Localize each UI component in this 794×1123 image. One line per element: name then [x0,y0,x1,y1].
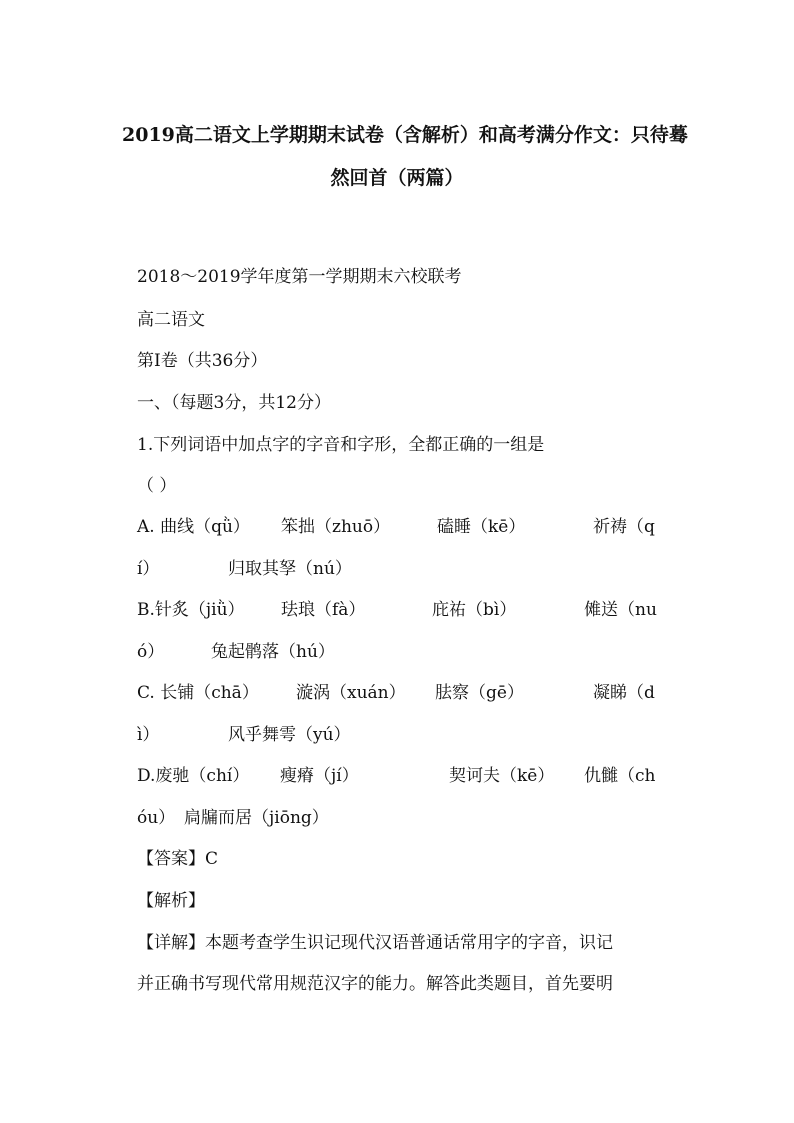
section-label: 一、（每题3分，共12分） [137,393,331,413]
answer-line: 【答案】C [137,849,219,869]
option-c-item1: C. 长铺（chā） [137,683,259,703]
option-b-item5: 兔起鹘落（hú） [211,642,335,662]
option-c-item3: 胠察（gē） [435,683,524,703]
option-b-item2: 珐琅（fà） [281,600,366,620]
detail-line-2: 并正确书写现代常用规范汉字的能力。解答此类题目，首先要明 [137,974,613,994]
option-d-item3: 契诃夫（kē） [449,766,555,786]
option-b-item1: B.针炙（jiǜ） [137,600,245,620]
detail-line-1: 【详解】本题考查学生识记现代汉语普通话常用字的字音，识记 [137,933,613,953]
option-a-item4: 祈祷（q [593,517,655,537]
document-title-line1: 2019高二语文上学期期末试卷（含解析）和高考满分作文：只待蓦 [122,124,688,146]
volume-label: 第Ⅰ卷（共36分） [137,351,268,371]
option-d-item4: 仇雠（ch [584,766,656,786]
option-a-item1: A. 曲线（qǜ） [137,517,250,537]
option-d-item5: 扃牖而居（jiōng） [184,808,329,828]
document-title-line2: 然回首（两篇） [330,167,464,189]
answer-bracket: （ ） [137,476,177,496]
option-b-item4-cont: ó） [137,642,165,662]
question-stem: 1.下列词语中加点字的字音和字形，全都正确的一组是 [137,435,545,455]
option-b-item4: 傩送（nu [584,600,657,620]
option-a-item3: 磕睡（kē） [437,517,526,537]
subject-label: 高二语文 [137,310,205,330]
option-d-item4-cont: óu） [137,808,176,828]
option-c-item5: 风乎舞雩（yú） [228,725,351,745]
option-b-item3: 庇祐（bì） [432,600,517,620]
option-a-item5: 归取其孥（nú） [228,559,352,579]
option-a-item2: 笨拙（zhuō） [281,517,391,537]
option-c-item2: 漩涡（xuán） [296,683,406,703]
option-c-item4: 凝睇（d [593,683,655,703]
option-c-item4-cont: ì） [137,725,160,745]
option-a-item4-cont: í） [137,559,160,579]
option-d-item2: 瘦瘠（jí） [280,766,359,786]
analysis-label: 【解析】 [137,891,205,911]
option-d-item1: D.废驰（chí） [137,766,250,786]
exam-header: 2018～2019学年度第一学期期末六校联考 [137,267,462,287]
